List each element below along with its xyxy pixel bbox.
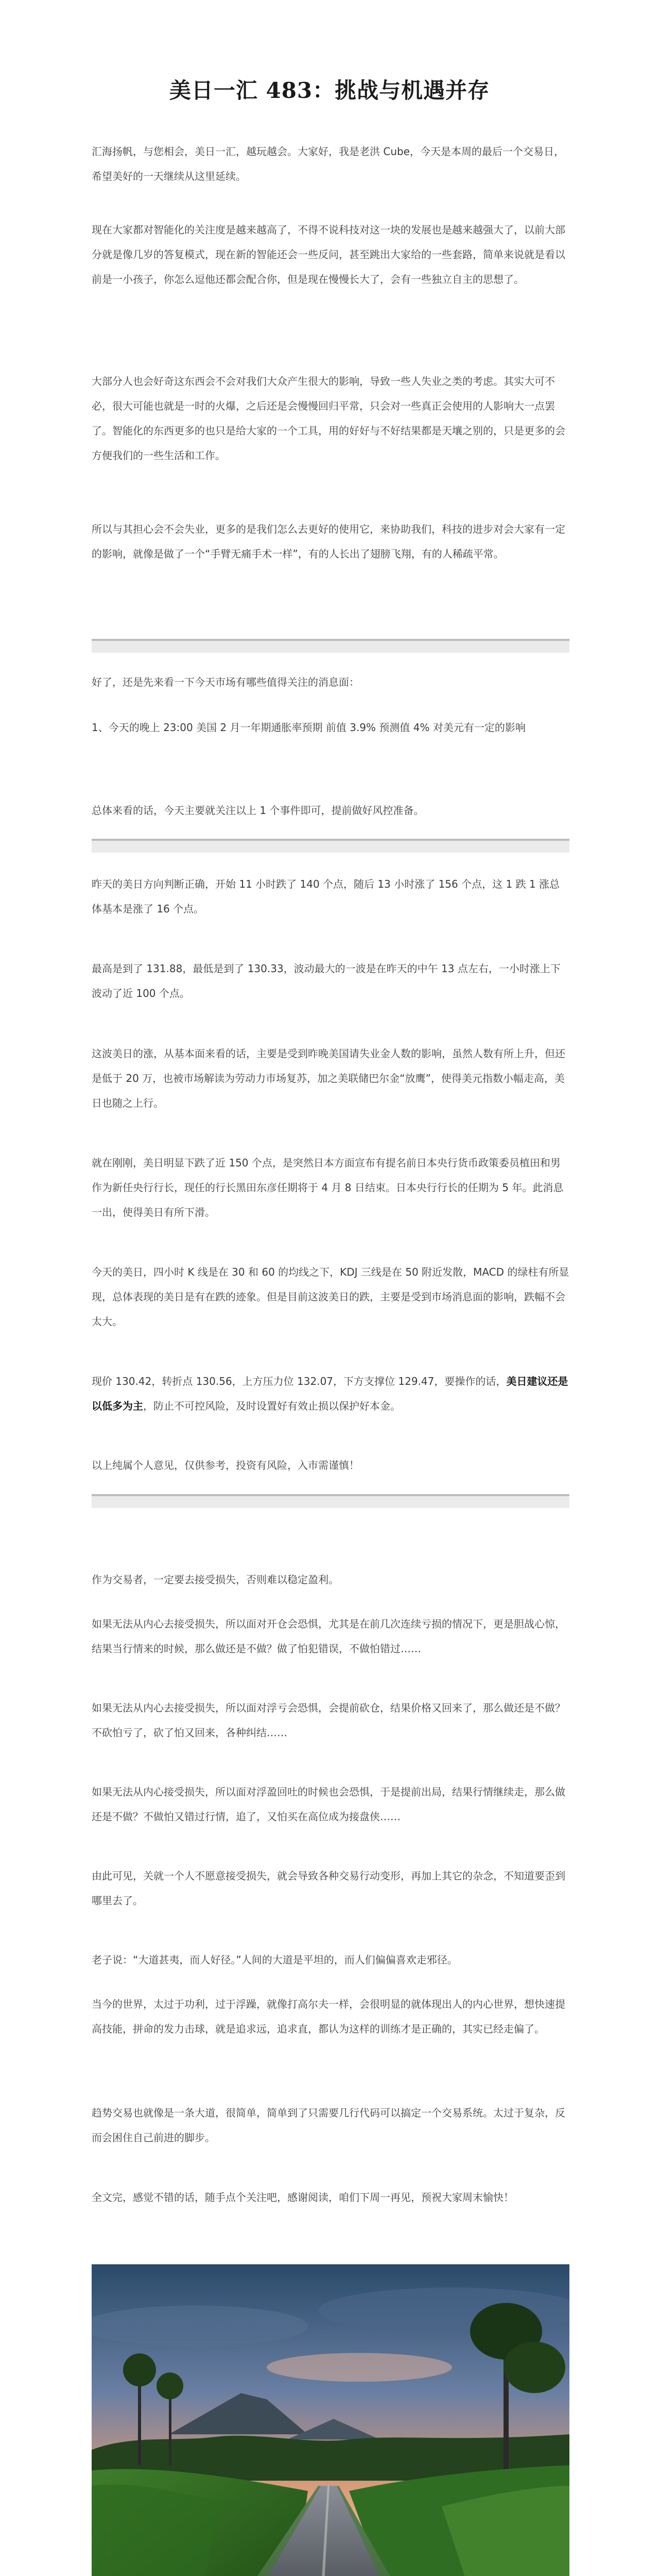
section-divider	[92, 839, 569, 853]
paragraph-23: 全文完，感觉不错的话，随手点个关注吧，感谢阅读，咱们下周一再见，预祝大家周末愉快！	[92, 2191, 514, 2204]
paragraph-16: 如果无法从内心去接受损失，所以面对开仓会恐惧，尤其是在前几次连续亏损的情况下，更是胆战心惊，结果当行情来的时候，那么做还是不做？做了怕犯错误，不做怕错过……	[92, 1618, 565, 1655]
paragraph-4: 所以与其担心会不会失业，更多的是我们怎么去更好的使用它，来协助我们，科技的进步对会大家有一定的影响，就像是做了一个“手臂无痛手术一样”，有的人长出了翅膀飞翔，有的人稀疏平常。	[92, 523, 565, 560]
paragraph-11: 就在刚刚，美日明显下跌了近 150 个点，是突然日本方面宣布有提名前日本央行货币政策委员植田和男作为新任央行行长，现任的行长黑田东彦任期将于 4 月 8 日结束。日本央行行长的任期为 5 年。此消息一出，使得美日有所下滑。	[92, 1157, 564, 1218]
paragraph-6: 1、今天的晚上 23:00 美国 2 月一年期通胀率预期 前值 3.9% 预测值 4% 对美元有一定的影响	[92, 721, 526, 734]
paragraph-intro: 汇海扬帆，与您相会，美日一汇，越玩越会。大家好，我是老洪 Cube，今天是本周的最后一个交易日，希望美好的一天继续从这里延续。	[92, 145, 564, 182]
landscape-road-photo	[92, 2264, 569, 2576]
paragraph-13-post: ，防止不可控风险，及时设置好有效止损以保护好本金。	[143, 1400, 401, 1412]
article-title: 美日一汇 483：挑战与机遇并存	[169, 78, 490, 103]
section-divider	[92, 639, 569, 653]
paragraph-2: 现在大家都对智能化的关注度是越来越高了，不得不说科技对这一块的发展也是越来越强大了，以前大部分就是像几岁的答复模式，现在新的智能还会一些反问，甚至跳出大家给的一些套路，简单来说就是看以前是一小孩子，你怎么逗他还都会配合你，但是现在慢慢长大了，会有一些独立自主的思想了。	[92, 224, 565, 285]
paragraph-5: 好了，还是先来看一下今天市场有哪些值得关注的消息面：	[92, 676, 359, 688]
paragraph-13	[92, 1369, 569, 1418]
paragraph-18: 如果无法从内心接受损失，所以面对浮盈回吐的时候也会恐惧，于是提前出局，结果行情继续走，那么做还是不做？不做怕又错过行情，追了，又怕买在高位成为接盘侠……	[92, 1786, 565, 1823]
paragraph-14: 以上纯属个人意见，仅供参考，投资有风险，入市需谨慎！	[92, 1459, 359, 1471]
landscape-road-illustration	[92, 2264, 569, 2576]
paragraph-3: 大部分人也会好奇这东西会不会对我们大众产生很大的影响，导致一些人失业之类的考虑。其实大可不必，很大可能也就是一时的火爆，之后还是会慢慢回归平常，只会对一些真正会使用的人影响大一点罢了。智能化的东西更多的也只是给大家的一个工具，用的好好与不好结果都是天壤之别的，只是更多的会方便我们的一些生活和工作。	[92, 375, 565, 462]
paragraph-21: 当今的世界，太过于功利，过于浮躁，就像打高尔夫一样，会很明显的就体现出人的内心世界，想快速提高技能，拼命的发力击球，就是追求远，追求直，都认为这样的训练才是正确的，其实已经走偏了。	[92, 1998, 565, 2035]
paragraph-13-bold: 美日建议还是以低多为主	[92, 1375, 568, 1412]
paragraph-13-pre: 现价 130.42，转折点 130.56，上方压力位 132.07，下方支撑位 129.47，要操作的话，	[92, 1375, 507, 1387]
paragraph-7: 总体来看的话，今天主要就关注以上 1 个事件即可，提前做好风控准备。	[92, 804, 424, 817]
section-divider	[92, 1494, 569, 1508]
paragraph-22: 趋势交易也就像是一条大道，很简单，简单到了只需要几行代码可以搞定一个交易系统。太过于复杂，反而会困住自己前进的脚步。	[92, 2107, 565, 2144]
paragraph-20: 老子说：“大道甚夷，而人好径。”人间的大道是平坦的，而人们偏偏喜欢走邪径。	[92, 1954, 458, 1966]
paragraph-17: 如果无法从内心去接受损失，所以面对浮亏会恐惧，会提前砍仓，结果价格又回来了，那么做还是不做？不砍怕亏了，砍了怕又回来，各种纠结……	[92, 1702, 565, 1739]
paragraph-15: 作为交易者，一定要去接受损失，否则难以稳定盈利。	[92, 1573, 339, 1586]
paragraph-19: 由此可见，关就一个人不愿意接受损失，就会导致各种交易行动变形，再加上其它的杂念，不知道要歪到哪里去了。	[92, 1870, 565, 1907]
paragraph-9: 最高是到了 131.88，最低是到了 130.33，波动最大的一波是在昨天的中午 13 点左右，一小时涨上下波动了近 100 个点。	[92, 962, 561, 999]
paragraph-12: 今天的美日，四小时 K 线是在 30 和 60 的均线之下，KDJ 三线是在 50 附近发散，MACD 的绿柱有所显现，总体表现的美日是有在跌的迹象。但是目前这波美日的跌，主要是受到市场消息面的影响，跌幅不会太大。	[92, 1266, 569, 1328]
paragraph-10: 这波美日的涨，从基本面来看的话，主要是受到昨晚美国请失业金人数的影响，虽然人数有所上升，但还是低于 20 万，也被市场解读为劳动力市场复苏，加之美联储巴尔金“放鹰”，使得美元指数小幅走高，美日也随之上行。	[92, 1047, 565, 1109]
paragraph-8: 昨天的美日方向判断正确，开始 11 小时跌了 140 个点，随后 13 小时涨了 156 个点，这 1 跌 1 涨总体基本是涨了 16 个点。	[92, 878, 560, 915]
